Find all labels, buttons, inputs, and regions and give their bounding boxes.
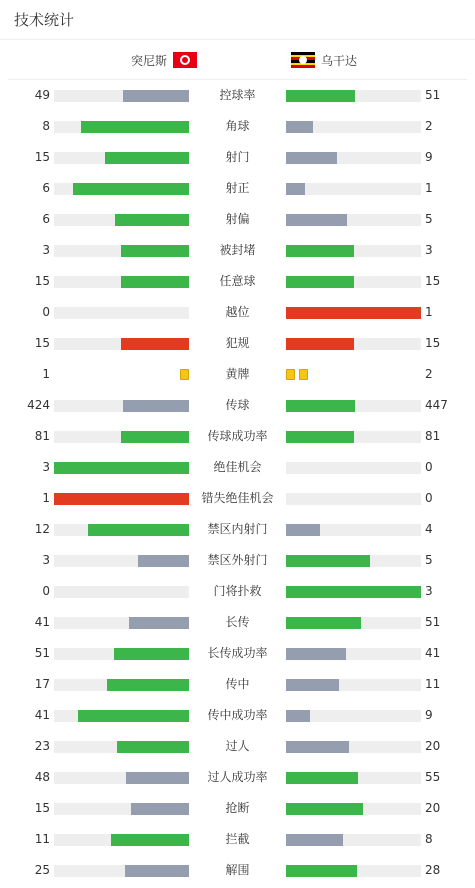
home-stat-value: 6 (42, 181, 50, 195)
home-stat-value: 3 (42, 460, 50, 474)
home-stat-bar-fill (123, 400, 189, 412)
away-stat-bar-fill (286, 152, 337, 164)
stat-row (0, 731, 475, 762)
home-stat-bar (54, 431, 189, 443)
stat-label: 门将扑救 (213, 584, 262, 598)
away-stat-value: 11 (425, 677, 441, 691)
away-stat-bar-fill (286, 679, 339, 691)
stat-label: 任意球 (219, 274, 256, 288)
away-stat-value: 3 (425, 584, 433, 598)
away-stat-value: 9 (425, 150, 433, 164)
home-stat-value: 15 (34, 801, 50, 815)
stat-label: 传球 (225, 398, 250, 412)
stat-label: 传中成功率 (207, 708, 268, 722)
away-stat-bar (286, 152, 421, 164)
away-stat-bar-fill (286, 276, 354, 288)
away-stat-value: 55 (425, 770, 441, 784)
home-stat-bar (54, 803, 189, 815)
home-team-name: 突尼斯 (130, 53, 167, 68)
stat-label: 越位 (225, 305, 250, 319)
stat-row (0, 204, 475, 235)
stat-row (0, 390, 475, 421)
home-stat-bar (54, 617, 189, 629)
stat-row (0, 359, 475, 390)
home-stat-value: 424 (27, 398, 50, 412)
away-stat-bar-fill (286, 772, 358, 784)
stats-list (0, 80, 475, 886)
home-stat-bar-fill (121, 276, 189, 288)
away-stat-bar (286, 648, 421, 660)
home-stat-bar (54, 90, 189, 102)
away-stat-bar-fill (286, 555, 370, 567)
home-stat-bar (54, 493, 189, 505)
away-stat-bar (286, 555, 421, 567)
home-stat-bar-fill (126, 772, 189, 784)
home-stat-bar (54, 865, 189, 877)
stat-label: 犯规 (225, 336, 250, 350)
page-title: 技术统计 (14, 11, 75, 29)
away-stat-value: 51 (425, 88, 441, 102)
home-stat-bar-fill (129, 617, 189, 629)
away-stat-value: 447 (425, 398, 448, 412)
home-stat-value: 12 (34, 522, 50, 536)
home-stat-value: 8 (42, 119, 50, 133)
home-stat-bar-fill (131, 803, 189, 815)
home-stat-value: 81 (34, 429, 50, 443)
away-stat-value: 15 (425, 274, 441, 288)
away-stat-value: 20 (425, 739, 441, 753)
stat-row (0, 328, 475, 359)
stat-row (0, 824, 475, 855)
home-stat-bar (54, 741, 189, 753)
stat-label: 传球成功率 (207, 429, 268, 443)
stat-label: 过人成功率 (207, 770, 268, 784)
home-stat-value: 41 (34, 708, 50, 722)
stat-row (0, 142, 475, 173)
home-stat-value: 0 (42, 305, 50, 319)
stat-row (0, 793, 475, 824)
home-stat-value: 3 (42, 553, 50, 567)
away-stat-value: 9 (425, 708, 433, 722)
away-stat-bar-fill (286, 245, 354, 257)
away-team (291, 40, 357, 80)
home-stat-bar-fill (107, 679, 189, 691)
away-stat-bar-fill (286, 865, 357, 877)
stat-row (0, 483, 475, 514)
yellow-card-icon (180, 369, 189, 380)
away-stat-value: 15 (425, 336, 441, 350)
away-stat-bar (286, 679, 421, 691)
away-stat-value: 41 (425, 646, 441, 660)
home-stat-bar (54, 214, 189, 226)
home-stat-bar (54, 183, 189, 195)
stat-row (0, 235, 475, 266)
home-stat-bar-fill (54, 493, 189, 505)
home-stat-bar-fill (78, 710, 189, 722)
home-stat-bar-fill (121, 338, 189, 350)
away-stat-value: 0 (425, 460, 433, 474)
stat-row (0, 111, 475, 142)
home-stat-bar-fill (125, 865, 189, 877)
teams-bar (8, 40, 467, 80)
away-stat-value: 3 (425, 243, 433, 257)
away-stat-bar-fill (286, 307, 421, 319)
away-stat-bar (286, 245, 421, 257)
home-stat-bar-fill (73, 183, 189, 195)
home-stat-value: 51 (34, 646, 50, 660)
yellow-card-icon (286, 369, 295, 380)
away-stat-bar (286, 741, 421, 753)
away-stat-value: 20 (425, 801, 441, 815)
home-stat-bar-fill (114, 648, 189, 660)
home-stat-value: 1 (42, 491, 50, 505)
away-stat-bar (286, 214, 421, 226)
away-stat-bar (286, 338, 421, 350)
away-stat-bar-fill (286, 338, 354, 350)
yellow-card-icon (299, 369, 308, 380)
stat-row (0, 700, 475, 731)
away-stat-bar (286, 462, 421, 474)
stat-row (0, 80, 475, 111)
away-stat-bar-fill (286, 121, 313, 133)
home-stat-bar-fill (121, 245, 189, 257)
stat-row (0, 266, 475, 297)
away-team-name: 乌干达 (321, 53, 358, 68)
stat-label: 控球率 (219, 88, 256, 102)
home-stat-bar (54, 245, 189, 257)
away-stat-bar-fill (286, 710, 310, 722)
stat-row (0, 421, 475, 452)
home-stat-value: 15 (34, 336, 50, 350)
stat-label: 角球 (225, 119, 250, 133)
stat-row (0, 855, 475, 886)
away-stat-bar (286, 276, 421, 288)
stat-label: 拦截 (225, 832, 250, 846)
stat-label: 绝佳机会 (213, 460, 262, 474)
home-stat-value: 23 (34, 739, 50, 753)
away-stat-value: 28 (425, 863, 441, 877)
home-stat-bar-fill (88, 524, 189, 536)
away-stat-bar-fill (286, 214, 347, 226)
away-stat-value: 51 (425, 615, 441, 629)
uganda-flag-icon (291, 52, 315, 68)
away-stat-bar-fill (286, 586, 421, 598)
away-stat-bar-fill (286, 834, 343, 846)
home-stat-bar-fill (121, 431, 189, 443)
away-stat-bar (286, 431, 421, 443)
home-stat-bar (54, 524, 189, 536)
away-stat-bar-fill (286, 431, 354, 443)
stat-label: 被封堵 (219, 243, 256, 257)
home-stat-bar (54, 121, 189, 133)
away-stat-value: 8 (425, 832, 433, 846)
stat-label: 黄牌 (225, 367, 250, 381)
away-stat-bar-fill (286, 741, 349, 753)
home-stat-value: 15 (34, 274, 50, 288)
home-stat-value: 3 (42, 243, 50, 257)
home-stat-bar-fill (54, 462, 189, 474)
home-stat-value: 49 (34, 88, 50, 102)
stat-row (0, 545, 475, 576)
stat-label: 禁区外射门 (207, 553, 268, 567)
home-stat-value: 0 (42, 584, 50, 598)
away-stat-bar (286, 493, 421, 505)
stat-row (0, 452, 475, 483)
away-stat-bar (286, 617, 421, 629)
home-stat-bar (54, 152, 189, 164)
away-stat-bar-fill (286, 803, 363, 815)
home-stat-bar-fill (115, 214, 189, 226)
away-stat-value: 0 (425, 491, 433, 505)
home-stat-value: 17 (34, 677, 50, 691)
home-stat-value: 25 (34, 863, 50, 877)
home-stat-value: 6 (42, 212, 50, 226)
away-yellow-cards (286, 369, 308, 380)
home-stat-bar-fill (117, 741, 189, 753)
home-stat-value: 48 (34, 770, 50, 784)
away-stat-value: 5 (425, 212, 433, 226)
home-stat-bar (54, 555, 189, 567)
home-stat-value: 41 (34, 615, 50, 629)
stat-label: 过人 (225, 739, 250, 753)
away-stat-value: 2 (425, 119, 433, 133)
away-stat-bar (286, 90, 421, 102)
stat-label: 抢断 (225, 801, 250, 815)
away-stat-bar (286, 307, 421, 319)
home-stat-value: 1 (42, 367, 50, 381)
home-stat-bar (54, 772, 189, 784)
home-stat-bar (54, 834, 189, 846)
stat-label: 传中 (225, 677, 250, 691)
stat-label: 解围 (225, 863, 250, 877)
home-stat-bar (54, 276, 189, 288)
stat-label: 禁区内射门 (207, 522, 268, 536)
stat-row (0, 514, 475, 545)
home-stat-bar-fill (138, 555, 189, 567)
away-stat-bar-fill (286, 183, 305, 195)
stat-row (0, 297, 475, 328)
stat-label: 长传成功率 (207, 646, 268, 660)
stat-row (0, 173, 475, 204)
away-stat-value: 2 (425, 367, 433, 381)
away-stat-value: 4 (425, 522, 433, 536)
home-stat-bar-fill (123, 90, 189, 102)
away-stat-bar (286, 834, 421, 846)
home-stat-value: 15 (34, 150, 50, 164)
away-stat-bar-fill (286, 648, 346, 660)
stat-label: 射门 (225, 150, 250, 164)
home-stat-bar (54, 307, 189, 319)
stat-row (0, 669, 475, 700)
away-stat-bar (286, 400, 421, 412)
away-stat-value: 1 (425, 181, 433, 195)
home-yellow-cards (180, 369, 189, 380)
home-team (131, 40, 197, 80)
home-stat-bar-fill (111, 834, 189, 846)
stat-row (0, 607, 475, 638)
home-stat-bar-fill (105, 152, 189, 164)
away-stat-value: 1 (425, 305, 433, 319)
stat-label: 射偏 (225, 212, 250, 226)
away-stat-value: 81 (425, 429, 441, 443)
away-stat-bar (286, 710, 421, 722)
away-stat-bar (286, 865, 421, 877)
home-stat-bar (54, 462, 189, 474)
stat-label: 长传 (225, 615, 250, 629)
away-stat-bar (286, 524, 421, 536)
stat-row (0, 638, 475, 669)
away-stat-bar (286, 586, 421, 598)
home-stat-bar (54, 338, 189, 350)
home-stat-bar (54, 400, 189, 412)
away-stat-bar (286, 121, 421, 133)
home-stat-bar (54, 710, 189, 722)
home-stat-bar (54, 679, 189, 691)
stat-row (0, 762, 475, 793)
stat-row (0, 576, 475, 607)
home-stat-bar-fill (81, 121, 189, 133)
stat-label: 射正 (225, 181, 250, 195)
away-stat-bar-fill (286, 90, 355, 102)
away-stat-bar (286, 803, 421, 815)
tunisia-flag-icon (173, 52, 197, 68)
away-stat-bar-fill (286, 400, 355, 412)
stats-header (0, 0, 475, 40)
away-stat-value: 5 (425, 553, 433, 567)
home-stat-value: 11 (34, 832, 50, 846)
away-stat-bar (286, 183, 421, 195)
home-stat-bar (54, 586, 189, 598)
stat-label: 错失绝佳机会 (201, 491, 274, 505)
away-stat-bar-fill (286, 617, 361, 629)
away-stat-bar-fill (286, 524, 320, 536)
home-stat-bar (54, 648, 189, 660)
away-stat-bar (286, 772, 421, 784)
